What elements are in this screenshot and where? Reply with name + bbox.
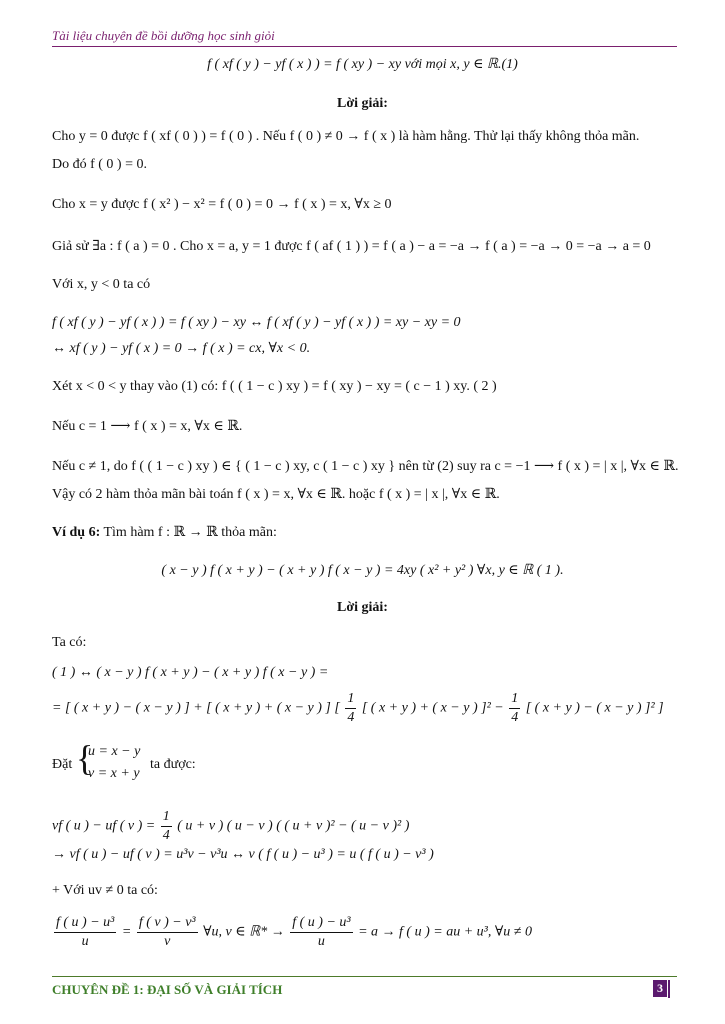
substitution-result-label: ta được: — [150, 757, 196, 772]
solution-line-6: f ( xf ( y ) − yf ( x ) ) = f ( xy ) − xy ↔ f ( xf ( y ) − yf ( x ) ) = xy − xy = 0 — [52, 315, 461, 330]
taco-line: Ta có: — [52, 635, 87, 650]
example-6-text: Tìm hàm f : ℝ → ℝ thỏa mãn: — [100, 525, 277, 540]
expansion-line-2 — [52, 690, 664, 727]
solution-line-5: Với x, y < 0 ta có — [52, 277, 151, 292]
footer-title: CHUYÊN ĐỀ 1: ĐẠI SỐ VÀ GIẢI TÍCH — [52, 982, 283, 997]
ratio-fraction-3: $\frac{\text{f ( u ) − u³}}{u}$ — [292, 915, 351, 949]
solution-line-11: Vậy có 2 hàm thỏa mãn bài toán f ( x ) = x, ∀x ∈ ℝ. hoặc f ( x ) = | x |, ∀x ∈ ℝ. — [52, 487, 500, 502]
derived-equation-2: → vf ( u ) − uf ( v ) = u³v − v³u ↔ v ( f ( u ) − u³ ) = u ( f ( u ) − v³ ) — [52, 847, 434, 862]
ratio-fraction-1: $\frac{\text{f ( u ) − u³}}{u}$ — [56, 915, 115, 949]
system-eq-2: v = x + y — [88, 766, 140, 781]
expansion-part-c: [ ( x + y ) − ( x − y ) ]² ] — [525, 700, 664, 716]
page-number: 3 — [653, 980, 667, 997]
expansion-line-1: ( 1 ) ↔ ( x − y ) f ( x + y ) − ( x + y ) f ( x − y ) = — [52, 665, 329, 680]
solution-line-10: Nếu c ≠ 1, do f ( ( 1 − c ) xy ) ∈ { ( 1 − c ) xy, c ( 1 − c ) xy } nên từ (2) suy ra c = −1 ⟶ f ( x ) = | x |, ∀x ∈ ℝ. — [52, 459, 679, 474]
page-number-bar — [668, 980, 670, 998]
solution-line-8: Xét x < 0 < y thay vào (1) có: f ( ( 1 − c ) xy ) = f ( xy ) − xy = ( c − 1 ) xy. ( 2 ) — [52, 379, 497, 394]
system-eq-1: u = x − y — [88, 744, 141, 759]
solution-line-7: ↔ xf ( y ) − yf ( x ) = 0 → f ( x ) = cx, ∀x < 0. — [52, 341, 311, 356]
ratio-fraction-2: $\frac{\text{f ( v ) − v³}}{v}$ — [138, 915, 196, 949]
solution-heading-2: Lời giải: — [337, 600, 388, 615]
quarter-fraction-3: $\frac{1}{4}$ — [162, 809, 170, 843]
equation-1: f ( xf ( y ) − yf ( x ) ) = f ( xy ) − xy với mọi x, y ∈ ℝ.(1) — [207, 57, 518, 72]
solution-line-2: Do đó f ( 0 ) = 0. — [52, 157, 147, 172]
expansion-part-b: [ ( x + y ) + ( x − y ) ]² − — [361, 700, 504, 716]
footer-divider — [52, 976, 677, 977]
example-6-equation: ( x − y ) f ( x + y ) − ( x + y ) f ( x − y ) = 4xy ( x² + y² ) ∀x, y ∈ ℝ ( 1 ). — [161, 563, 564, 578]
quarter-fraction-1: $\frac{1}{4}$ — [347, 691, 355, 725]
solution-line-4: Giả sử ∃a : f ( a ) = 0 . Cho x = a, y = 1 được f ( af ( 1 ) ) = f ( a ) − a = −a → f ( a ) = −a → 0 = −a → a = 0 — [52, 239, 651, 254]
solution-line-9: Nếu c = 1 ⟶ f ( x ) = x, ∀x ∈ ℝ. — [52, 419, 243, 434]
system-brace: { — [76, 738, 94, 778]
solution-line-1: Cho y = 0 được f ( xf ( 0 ) ) = f ( 0 ) . Nếu f ( 0 ) ≠ 0 → f ( x ) là hàm hằng. Thử lại thấy không thỏa mãn. — [52, 129, 640, 144]
quarter-fraction-2: $\frac{1}{4}$ — [511, 691, 519, 725]
example-6-statement — [52, 524, 277, 542]
solution-heading: Lời giải: — [337, 96, 388, 111]
solution-line-3: Cho x = y được f ( x² ) − x² = f ( 0 ) = 0 → f ( x ) = x, ∀x ≥ 0 — [52, 197, 392, 212]
substitution-label: Đặt — [52, 757, 73, 772]
example-6-label: Ví dụ 6: — [52, 525, 101, 540]
header-divider — [52, 46, 677, 47]
ratio-equation: $\frac{\text{f ( u ) − u³}}{u}$ = $\frac{\text{f ( v ) − v³}}{v}$ ∀u, v ∈ ℝ* → $\frac{\text{f ( u ) − u³}}{u}$ = a → f ( u ) = au + u³, ∀u ≠ 0 — [56, 915, 532, 949]
derived-equation-1: vf ( u ) − uf ( v ) = $\frac{1}{4}$ ( u + v ) ( u − v ) ( ( u + v )² − ( u − v )² ) — [52, 809, 410, 843]
case-uv-nonzero: + Với uv ≠ 0 ta có: — [52, 883, 158, 898]
expansion-part-a: = [ ( x + y ) − ( x − y ) ] + [ ( x + y ) + ( x − y ) ] [ — [52, 700, 340, 716]
document-header: Tài liệu chuyên đề bồi dưỡng học sinh giỏi — [52, 28, 275, 43]
